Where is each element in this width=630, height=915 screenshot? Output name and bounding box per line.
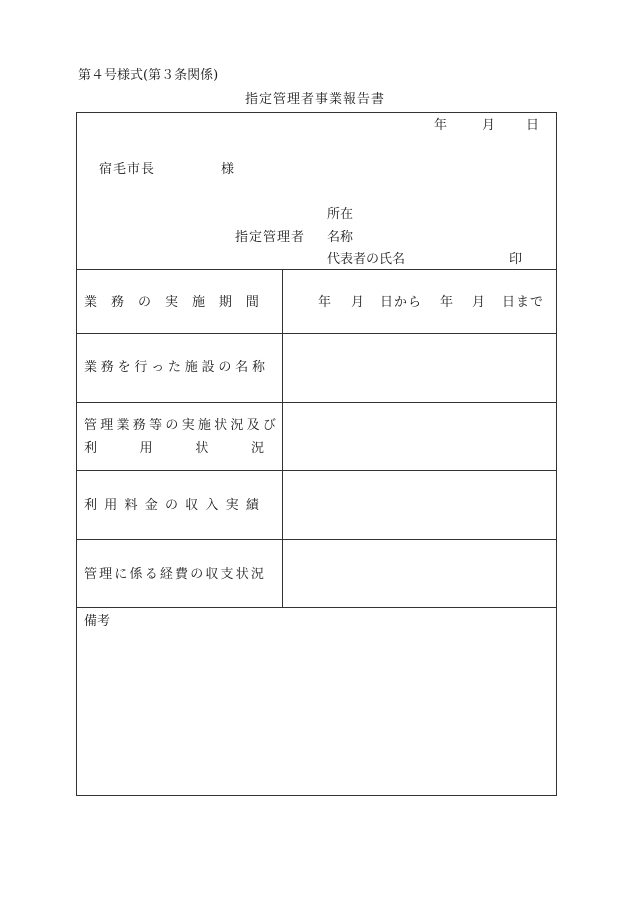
date-day: 日 (526, 118, 540, 133)
period-start-month: 月 (351, 295, 365, 310)
report-form-table (76, 112, 557, 796)
document-title: 指定管理者事業報告書 (244, 92, 385, 107)
honorific: 様 (221, 162, 235, 177)
facility-name-label: 業 務 を 行 っ た 施 設 の 名 称 (84, 360, 265, 375)
representative-label: 代表者の氏名 (327, 252, 406, 267)
column-divider (282, 269, 283, 607)
row-divider (77, 607, 556, 608)
row-divider (77, 333, 556, 334)
designated-manager-label: 指定管理者 (235, 230, 306, 245)
usage-status-label: 利 用 状 況 (84, 441, 264, 456)
period-start-day: 日から (380, 295, 423, 310)
seal-mark: 印 (509, 252, 523, 267)
row-divider (77, 539, 556, 540)
date-year: 年 (434, 118, 448, 133)
management-status-label: 管 理 業 務 等 の 実 施 状 況 及 び (84, 418, 276, 433)
date-month: 月 (482, 118, 496, 133)
expenses-label: 管 理 に 係 る 経 費 の 収 支 状 況 (84, 567, 264, 582)
period-end-month: 月 (472, 295, 486, 310)
form-number: 第４号様式(第３条関係) (78, 68, 219, 83)
fee-income-label: 利 用 料 金 の 収 入 実 績 (84, 498, 259, 513)
period-end-day: 日まで (502, 295, 545, 310)
period-end-year: 年 (440, 295, 454, 310)
period-start-year: 年 (318, 295, 332, 310)
addressee: 宿毛市長 (99, 162, 156, 177)
address-label: 所在 (327, 207, 354, 222)
name-label: 名称 (327, 230, 354, 245)
row-divider (77, 269, 556, 270)
period-label: 業 務 の 実 施 期 間 (84, 295, 259, 310)
row-divider (77, 470, 556, 471)
remarks-label: 備考 (84, 614, 111, 629)
row-divider (77, 402, 556, 403)
